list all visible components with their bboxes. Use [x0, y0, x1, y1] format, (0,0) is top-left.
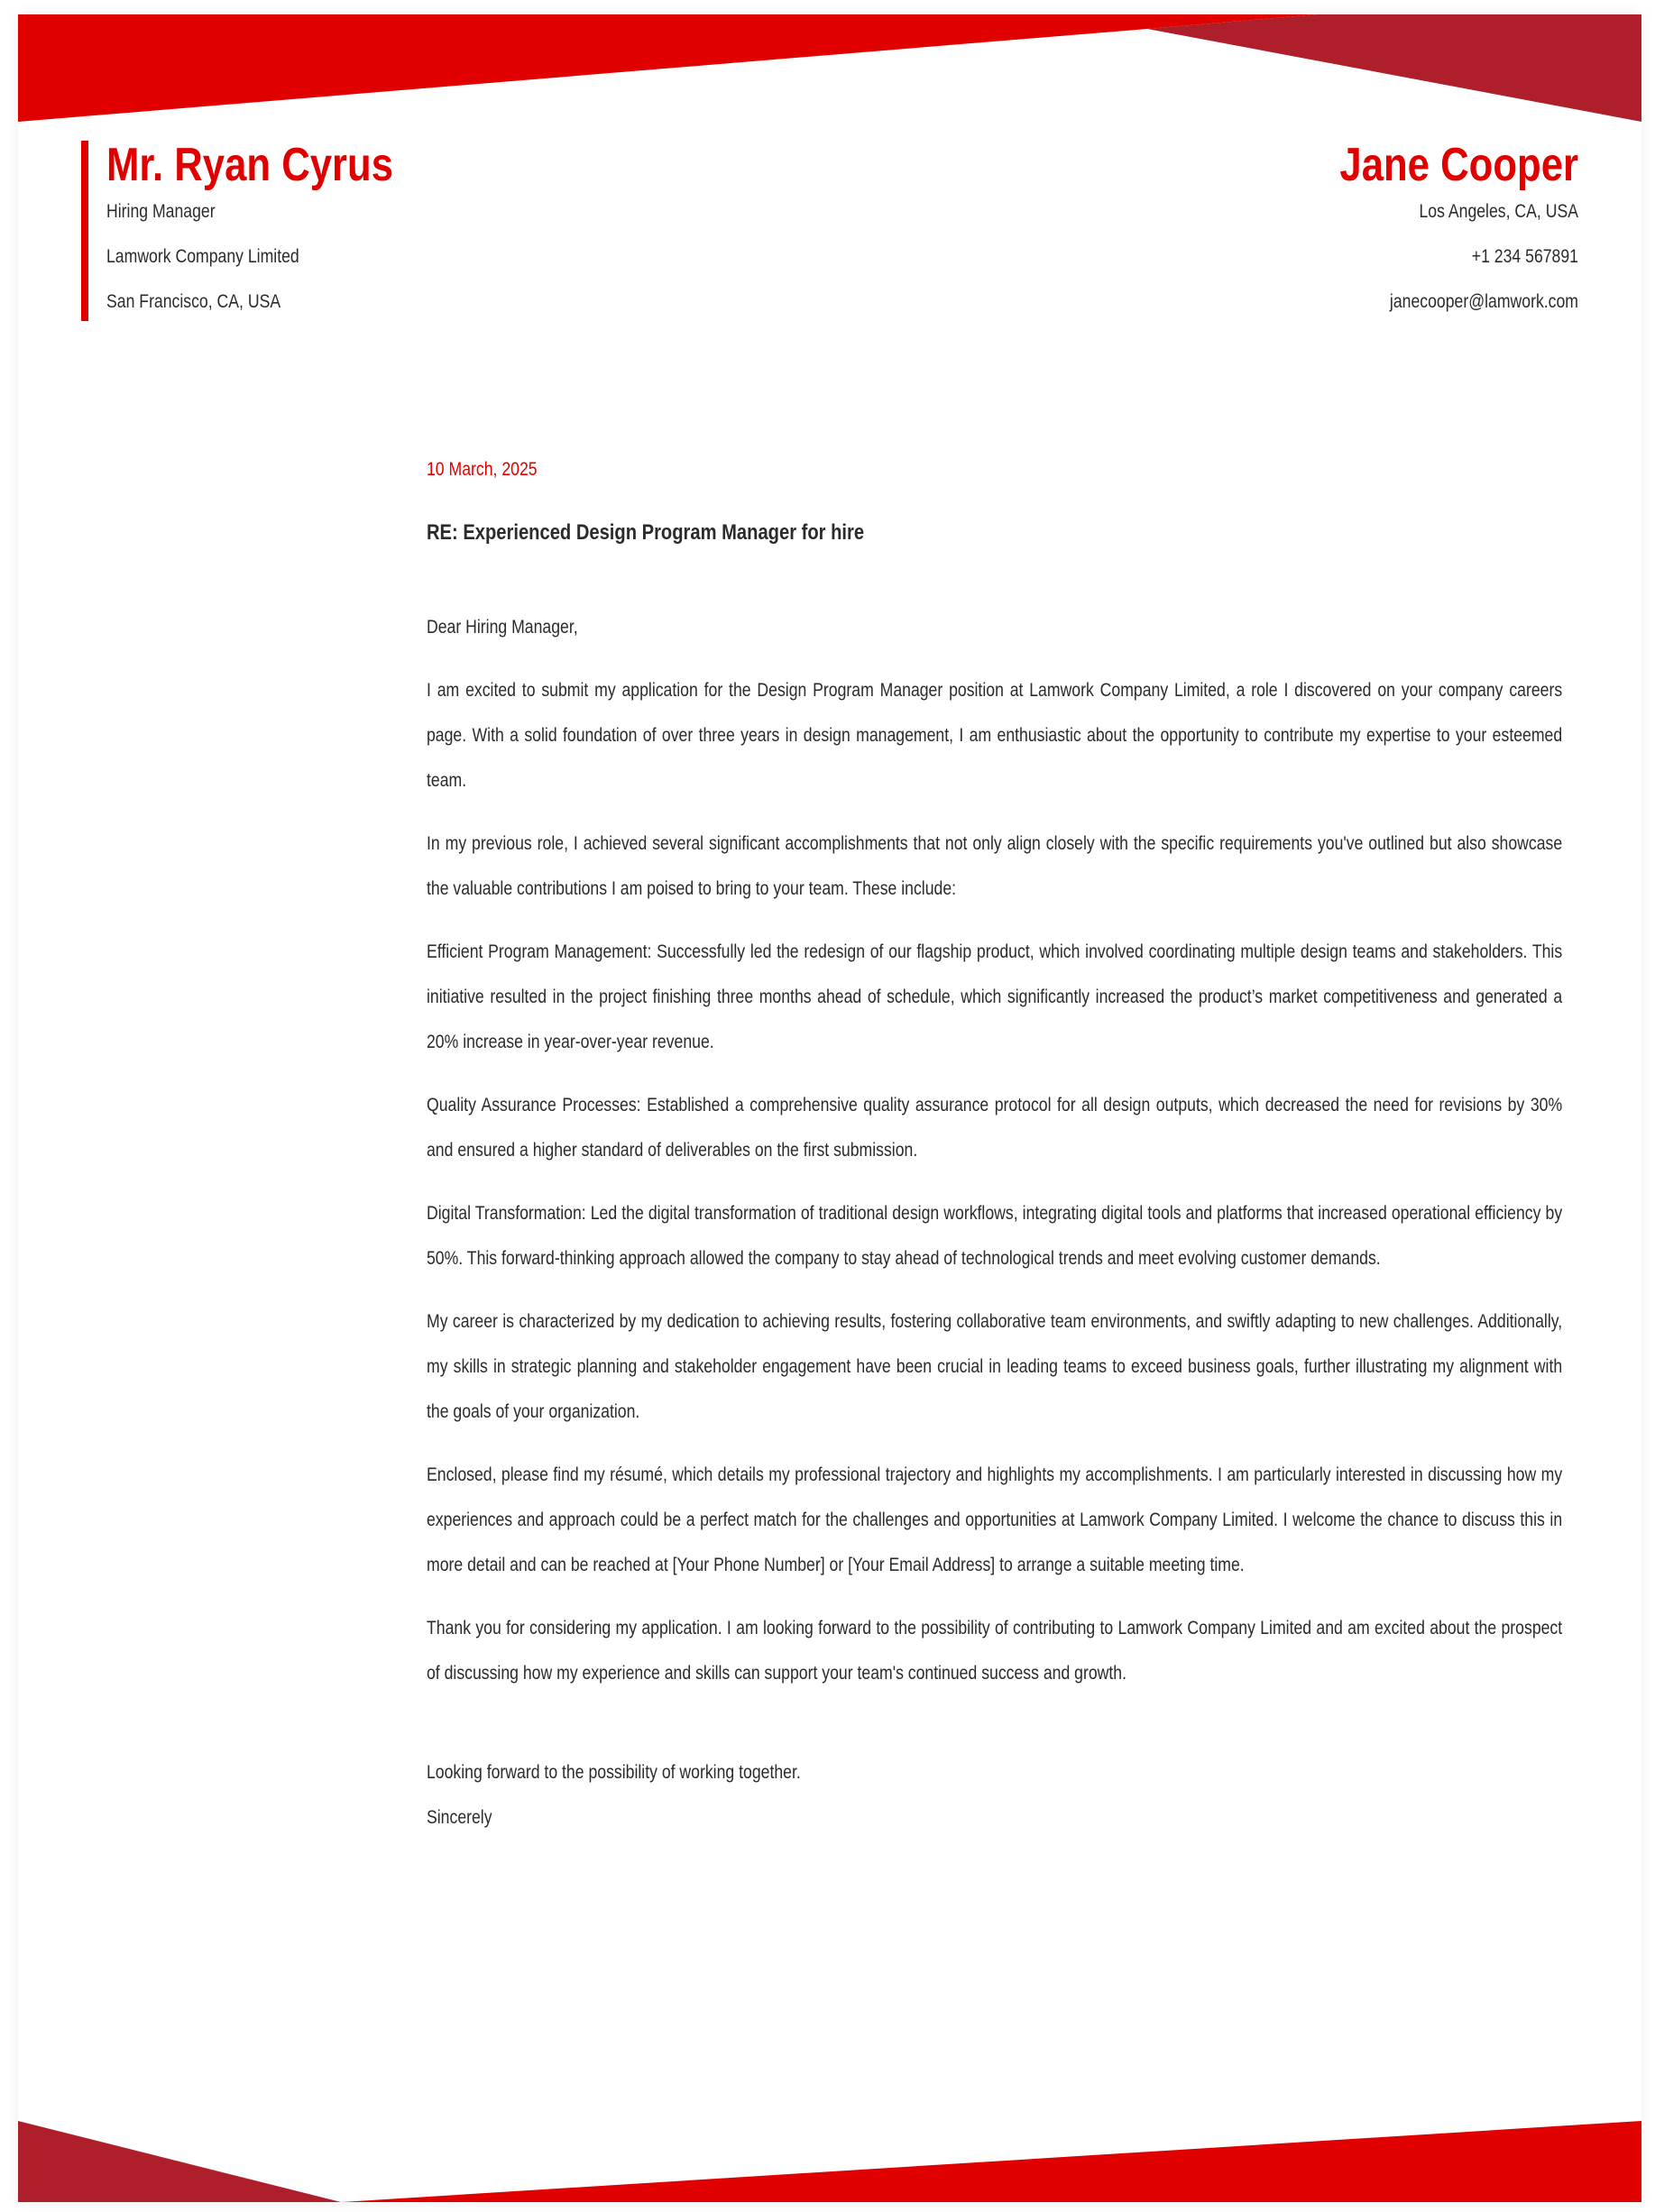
letter-salutation: Dear Hiring Manager, — [427, 617, 578, 638]
letter-paragraph: In my previous role, I achieved several significant accomplishments that not only align closely with the specific requirements you've outlined but also showcase the valuable contributions I am poised to bring to your team. These include: — [427, 833, 1563, 899]
recipient-title: Hiring Manager — [106, 201, 216, 222]
recipient-location: San Francisco, CA, USA — [106, 291, 281, 312]
letter-closing — [427, 1750, 1562, 1840]
letter-page — [18, 14, 1641, 2202]
footer-red-shape — [341, 2121, 1641, 2202]
sender-phone[interactable]: +1 234 567891 — [1471, 246, 1578, 267]
letter-paragraph: Quality Assurance Processes: Established a comprehensive quality assurance protocol for all design outputs, which decreased the need for revisions by 30% and ensured a higher standard of deliverables on the first submission. — [427, 1095, 1563, 1161]
recipient-details — [106, 141, 561, 325]
letter-paragraph: I am excited to submit my application for the Design Program Manager position at Lamwork Company Limited, a role I discovered on your company careers page. With a solid foundation of over three years in design management, I am enthusiastic about the opportunity to contribute my expertise to your esteemed team. — [427, 680, 1563, 791]
sender-location: Los Angeles, CA, USA — [1419, 201, 1578, 222]
closing-line: Looking forward to the possibility of working together. — [427, 1762, 801, 1783]
header-red-shape — [18, 14, 1317, 122]
letter-paragraph: Thank you for considering my application. I am looking forward to the possibility of contributing to Lamwork Company Limited and am excited about the prospect of discussing how my experience and skills can support your team's continued success and growth. — [427, 1618, 1563, 1684]
letter-paragraph: Efficient Program Management: Successfully led the redesign of our flagship product, which involved coordinating multiple design teams and stakeholders. This initiative resulted in the project finishing three months ahead of schedule, which significantly increased the product’s market competitiveness and generated a 20% increase in year-over-year revenue. — [427, 941, 1563, 1052]
sign-off: Sincerely — [427, 1807, 492, 1828]
recipient-accent-bar — [81, 141, 88, 321]
footer-dark-red-shape — [18, 2121, 341, 2202]
header-dark-red-shape — [1147, 14, 1641, 122]
letter-subject: RE: Experienced Design Program Manager for hire — [427, 520, 865, 545]
letter-paragraph: Digital Transformation: Led the digital transformation of traditional design workflows, integrating digital tools and platforms that increased operational efficiency by 50%. This forward-thinking approach allowed the company to stay ahead of technological trends and meet evolving customer demands. — [427, 1203, 1563, 1269]
recipient-company: Lamwork Company Limited — [106, 246, 299, 267]
sender-email[interactable]: janecooper@lamwork.com — [1389, 291, 1578, 312]
letter-date: 10 March, 2025 — [427, 459, 538, 480]
letter-body — [427, 456, 1562, 1840]
sender-block — [1048, 141, 1578, 325]
recipient-name: Mr. Ryan Cyrus — [106, 139, 394, 191]
sender-name: Jane Cooper — [1339, 139, 1578, 191]
letter-paragraph: Enclosed, please find my résumé, which details my professional trajectory and highlights my accomplishments. I am particularly interested in discussing how my experiences and approach could be a perfect match for the challenges and opportunities at Lamwork Company Limited. I welcome the chance to discuss this in more detail and can be reached at [Your Phone Number] or [Your Email Address] to arrange a suitable meeting time. — [427, 1464, 1563, 1575]
letter-paragraph: My career is characterized by my dedication to achieving results, fostering collaborative team environments, and swiftly adapting to new challenges. Additionally, my skills in strategic planning and stakeholder engagement have been crucial in leading teams to exceed business goals, further illustrating my alignment with the goals of your organization. — [427, 1311, 1563, 1422]
